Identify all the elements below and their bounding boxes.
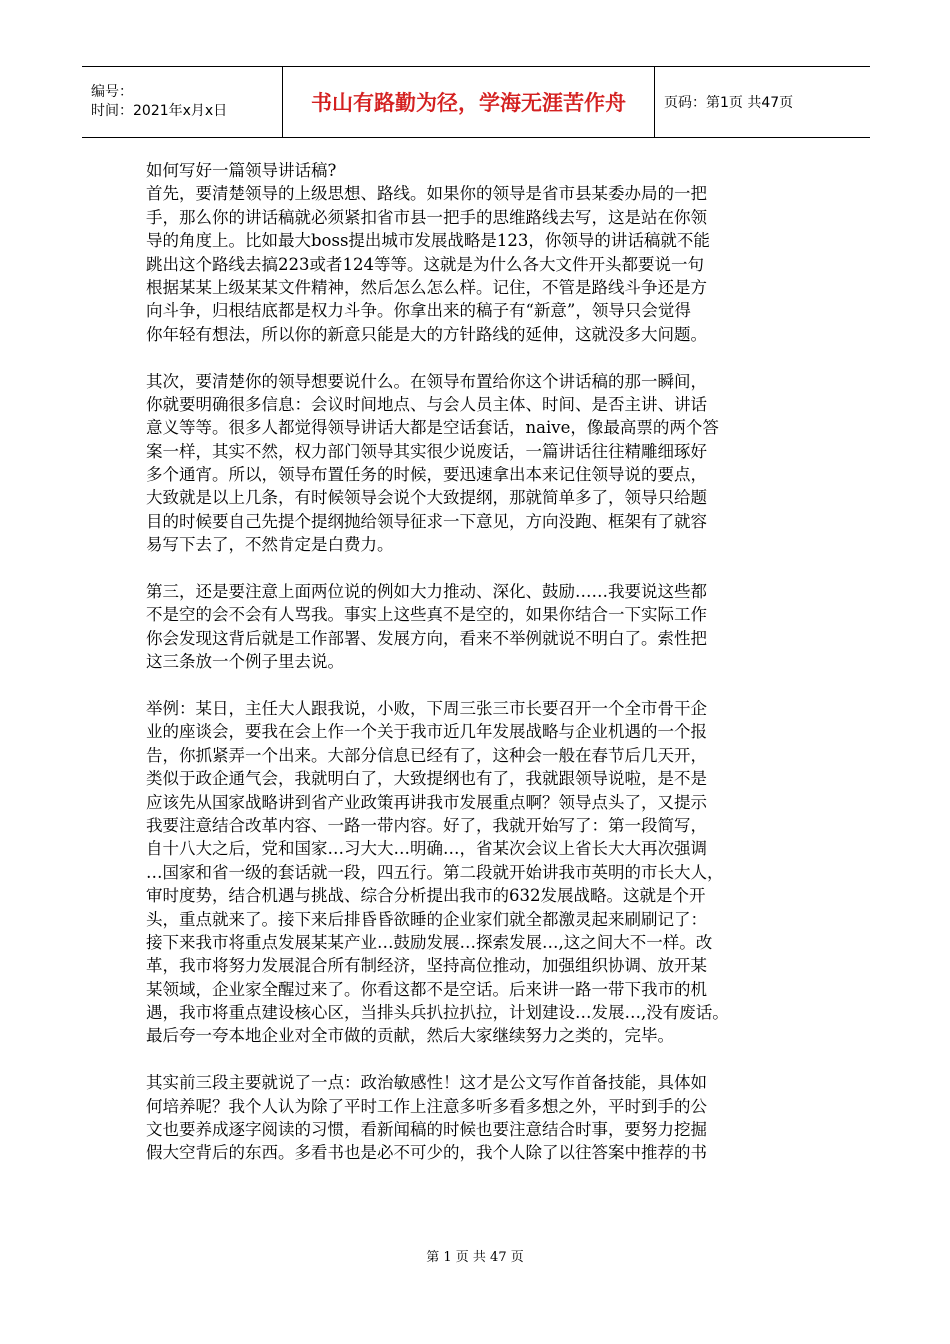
text-line: 首先，要清楚领导的上级思想、路线。如果你的领导是省市县某委办局的一把	[146, 184, 707, 204]
text-line: 我要注意结合改革内容、一路一带内容。好了，我就开始写了：第一段简写，	[146, 815, 707, 835]
paragraph-gap	[146, 557, 826, 580]
text-line: 意义等等。很多人都觉得领导讲话大都是空话套话，naive，像最高票的两个答	[146, 418, 719, 438]
paragraph-gap	[146, 346, 826, 369]
document-date-label: 时间：2021年x月x日	[91, 103, 228, 119]
text-line: 举例：某日，主任大人跟我说，小败，下周三张三市长要召开一个全市骨干企	[146, 698, 707, 718]
text-line: 跳出这个路线去搞223或者124等等。这就是为什么各大文件开头都要说一句	[146, 254, 704, 274]
paragraph-gap	[146, 1048, 826, 1071]
text-line: 根据某某上级某某文件精神，然后怎么怎么样。记住，不管是路线斗争还是方	[146, 277, 707, 297]
text-line: 大致就是以上几条，有时候领导会说个大致提纲，那就简单多了，领导只给题	[146, 488, 707, 508]
text-line: 文也要养成逐字阅读的习惯，看新闻稿的时候也要注意结合时事，要努力挖掘	[146, 1120, 707, 1140]
text-line: 易写下去了，不然肯定是白费力。	[146, 535, 394, 555]
text-line: 其实前三段主要就说了一点：政治敏感性！这才是公文写作首备技能，具体如	[146, 1073, 707, 1093]
text-line: 业的座谈会，要我在会上作一个关于我市近几年发展战略与企业机遇的一个报	[146, 722, 707, 742]
text-line: 手，那么你的讲话稿就必须紧扣省市县一把手的思维路线去写，这是站在你领	[146, 207, 707, 227]
header-motto: 书山有路勤为径，学海无涯苦作舟	[311, 91, 626, 115]
text-line: 革，我市将努力发展混合所有制经济，坚持高位推动，加强组织协调、放开某	[146, 956, 707, 976]
text-line: 目的时候要自己先提个提纲抛给领导征求一下意见，方向没跑、框架有了就容	[146, 511, 707, 531]
header-motto-cell	[283, 67, 655, 137]
text-line: 导的角度上。比如最大boss提出城市发展战略是123，你领导的讲话稿就不能	[146, 231, 710, 251]
text-line: 某领域，企业家全醒过来了。你看这都不是空话。后来讲一路一带下我市的机	[146, 979, 707, 999]
text-line: 这三条放一个例子里去说。	[146, 652, 344, 672]
text-line: 头，重点就来了。接下来后排昏昏欲睡的企业家们就全都激灵起来刷刷记了：	[146, 909, 707, 929]
text-line: 其次，要清楚你的领导想要说什么。在领导布置给你这个讲话稿的那一瞬间，	[146, 371, 707, 391]
text-line: 最后夸一夸本地企业对全市做的贡献，然后大家继续努力之类的，完毕。	[146, 1026, 674, 1046]
text-line: 应该先从国家战略讲到省产业政策再讲我市发展重点啊？领导点头了，又提示	[146, 792, 707, 812]
page-header	[82, 66, 870, 138]
header-page-info: 页码：第1页 共47页	[664, 95, 794, 111]
text-line: 第三，还是要注意上面两位说的例如大力推动、深化、鼓励……我要说这些都	[146, 582, 707, 602]
text-line: 案一样，其实不然，权力部门领导其实很少说废话，一篇讲话往往精雕细琢好	[146, 441, 707, 461]
header-meta	[82, 67, 283, 137]
text-line: 审时度势，结合机遇与挑战、综合分析提出我市的632发展战略。这就是个开	[146, 886, 706, 906]
text-line: 告，你抓紧弄一个出来。大部分信息已经有了，这种会一般在春节后几天开，	[146, 745, 707, 765]
text-line: 类似于政企通气会，我就明白了，大致提纲也有了，我就跟领导说啦，是不是	[146, 769, 707, 789]
text-line: 何培养呢？我个人认为除了平时工作上注意多听多看多想之外，平时到手的公	[146, 1096, 707, 1116]
text-line: …国家和省一级的套话就一段，四五行。第二段就开始讲我市英明的市长大人，	[146, 862, 724, 882]
text-line: 自十八大之后，党和国家…习大大…明确…，省某次会议上省长大大再次强调	[146, 839, 707, 859]
text-line: 假大空背后的东西。多看书也是必不可少的，我个人除了以往答案中推荐的书	[146, 1143, 707, 1163]
text-line: 接下来我市将重点发展某某产业…鼓励发展…探索发展…,这之间大不一样。改	[146, 932, 713, 952]
text-line: 你年轻有想法，所以你的新意只能是大的方针路线的延伸，这就没多大问题。	[146, 324, 707, 344]
document-body	[146, 159, 826, 1165]
text-line: 向斗争，归根结底都是权力斗争。你拿出来的稿子有“新意”，领导只会觉得	[146, 301, 691, 321]
document-number-label: 编号：	[91, 84, 133, 100]
page-footer: 第 1 页 共 47 页	[426, 1250, 524, 1265]
paragraph-gap	[146, 674, 826, 697]
text-line: 多个通宵。所以，领导布置任务的时候，要迅速拿出本来记住领导说的要点，	[146, 465, 707, 485]
document-title: 如何写好一篇领导讲话稿?	[146, 161, 337, 180]
text-line: 你就要明确很多信息：会议时间地点、与会人员主体、时间、是否主讲、讲话	[146, 394, 707, 414]
text-line: 不是空的会不会有人骂我。事实上这些真不是空的，如果你结合一下实际工作	[146, 605, 707, 625]
text-line: 遇，我市将重点建设核心区，当排头兵扒拉扒拉，计划建设…发展…,没有废话。	[146, 1003, 729, 1023]
text-line: 你会发现这背后就是工作部署、发展方向，看来不举例就说不明白了。索性把	[146, 628, 707, 648]
